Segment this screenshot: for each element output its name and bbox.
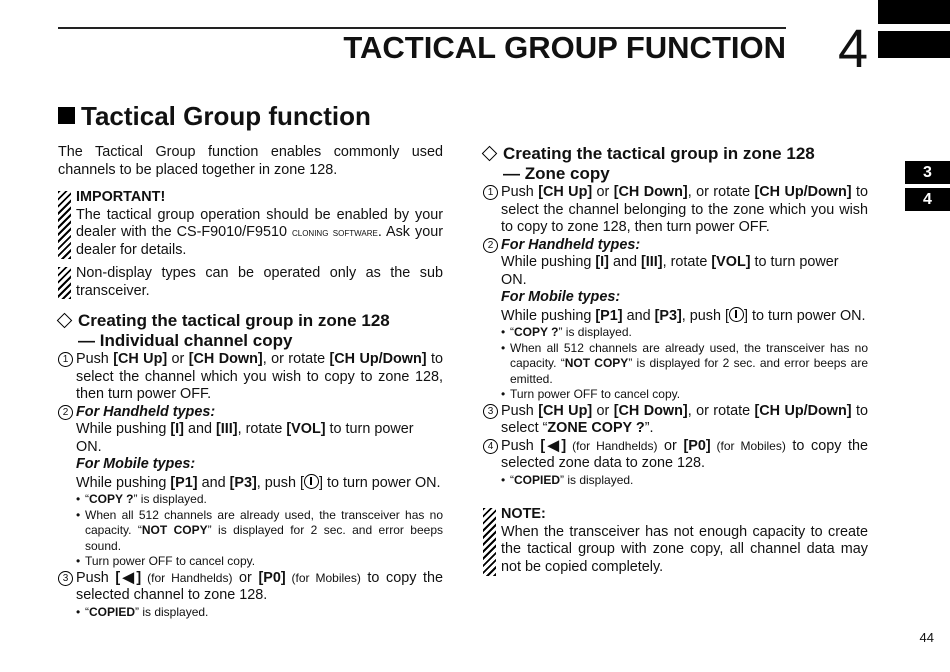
text-fragment: [◀]: [540, 437, 567, 454]
left-step-3: [58, 570, 443, 605]
text-fragment: , rotate: [237, 421, 287, 437]
cloning-software-text: cloning software: [291, 225, 378, 239]
text-block: [501, 289, 868, 307]
text-block: [76, 421, 443, 456]
text-fragment: or: [592, 184, 614, 200]
bullet-copied: [58, 605, 443, 621]
text-fragment: [P0]: [258, 569, 286, 586]
text-fragment: [P3]: [229, 474, 257, 491]
intro-paragraph: The Tactical Group function enables commonly used channels to be placed together in zone 128.: [58, 144, 443, 178]
text-fragment: [CH Up/Down]: [754, 402, 852, 419]
text-fragment: ” is displayed.: [135, 604, 209, 619]
text-block: [501, 254, 868, 289]
right-step-3: [483, 403, 868, 438]
step-number-1: 1: [58, 352, 73, 367]
black-square-icon: [58, 107, 75, 124]
text-fragment: or: [232, 569, 259, 586]
left-column: [58, 144, 443, 620]
side-tab-4[interactable]: 4: [905, 188, 950, 211]
zone-copy-note: [483, 506, 868, 576]
text-block: [501, 506, 868, 524]
right-step-2: [483, 237, 868, 326]
text-fragment: While pushing: [76, 421, 171, 437]
subsection-title-zone: [483, 144, 868, 184]
text-fragment: [P1]: [595, 307, 623, 324]
important-label: IMPORTANT!: [76, 189, 166, 205]
left-step-2: [58, 404, 443, 493]
text-fragment: [CH Up]: [538, 184, 593, 200]
step-number-4: 4: [483, 439, 498, 454]
text-block: [501, 237, 868, 255]
text-fragment: ZONE COPY ?: [547, 420, 645, 436]
step-number-2: 2: [483, 238, 498, 253]
text-fragment: “: [510, 325, 514, 339]
text-fragment: to turn power ON.: [501, 254, 839, 288]
text-fragment: NOT COPY: [141, 523, 208, 537]
step-number-3: 3: [58, 571, 73, 586]
text-fragment: Push: [501, 184, 539, 200]
text-fragment: , push [: [256, 474, 304, 491]
text-fragment: (for Handhelds): [566, 438, 658, 453]
right-step-4: [483, 438, 868, 473]
right-step-1: [483, 184, 868, 237]
text-fragment: [P0]: [683, 437, 711, 454]
text-fragment: While pushing: [76, 474, 171, 491]
text-block: [76, 404, 443, 422]
text-fragment: While pushing: [501, 254, 596, 270]
text-fragment: , or rotate: [262, 351, 330, 367]
note-label: NOTE:: [501, 506, 546, 522]
text-fragment: ” is displayed.: [133, 492, 207, 506]
text-fragment: Push: [501, 437, 541, 454]
text-block: [76, 404, 215, 420]
text-fragment: [VOL]: [711, 254, 751, 270]
important-text-end: . Ask your dealer for details.: [76, 224, 443, 258]
text-fragment: While pushing: [501, 307, 596, 324]
text-fragment: [III]: [216, 421, 238, 437]
left-step-1: [58, 351, 443, 404]
text-fragment: to select the channel belonging to the zone which you wish to copy to zone 128, then turn power OFF.: [501, 184, 868, 235]
text-block: [76, 189, 443, 207]
text-fragment: or: [657, 437, 684, 454]
hatch-icon: [483, 508, 496, 576]
text-fragment: and: [622, 307, 655, 324]
text-fragment: to turn power ON.: [76, 421, 414, 455]
bullet-no-capacity: [483, 341, 868, 388]
text-fragment: to copy the selected channel to zone 128.: [76, 569, 443, 603]
text-fragment: to select “: [501, 402, 868, 436]
note-text: When the transceiver has not enough capacity to create the tactical group with zone copy, all channel data may not be copied completely.: [501, 523, 868, 575]
text-fragment: [CH Down]: [613, 402, 688, 419]
subsection-title-line2: — Individual channel copy: [78, 331, 293, 350]
subsection-title-line1: Creating the tactical group in zone 128: [503, 144, 815, 163]
key-ch-down: [CH Down]: [188, 351, 263, 367]
text-fragment: Push: [76, 569, 116, 586]
bullet-copy-displayed: [483, 325, 868, 341]
step-number-3: 3: [483, 404, 498, 419]
text-block: [501, 307, 868, 326]
text-fragment: “: [85, 604, 89, 619]
text-fragment: ] to turn power ON.: [743, 307, 866, 324]
text-fragment: (for Mobiles): [285, 570, 361, 585]
text-fragment: When all 512 channels are already used, the transceiver has no capacity. “: [510, 340, 868, 370]
text-fragment: (for Mobiles): [710, 438, 786, 453]
handheld-label: For Handheld types:: [76, 403, 216, 420]
chapter-number: 4: [838, 19, 869, 79]
text-fragment: to select the channel which you wish to copy to zone 128, then turn power OFF.: [76, 351, 443, 402]
text-fragment: When all 512 channels are already used, the transceiver has no capacity. “: [85, 507, 443, 537]
diamond-icon: [482, 146, 498, 162]
text-fragment: [CH Up]: [538, 402, 593, 419]
text-fragment: “: [85, 492, 89, 506]
mobile-label: For Mobile types:: [501, 289, 621, 305]
important-text: The tactical group operation should be enabled by your dealer with the CS-F9010/F9510: [76, 206, 443, 240]
header-black-bar-bottom: [878, 31, 950, 58]
text-fragment: ” is displayed.: [560, 472, 634, 487]
side-tab-3[interactable]: 3: [905, 161, 950, 184]
text-fragment: or: [592, 402, 614, 419]
handheld-label: For Handheld types:: [501, 236, 641, 253]
text-fragment: “: [510, 472, 514, 487]
subsection-title-line2: — Zone copy: [503, 164, 610, 183]
bullet-copied: [483, 473, 868, 489]
important-note: [58, 189, 443, 259]
power-icon: [304, 474, 319, 489]
diamond-icon: [57, 313, 73, 329]
text-fragment: , push [: [681, 307, 729, 324]
header-black-bar-top: [878, 0, 950, 24]
text-fragment: [◀]: [115, 569, 142, 586]
text-fragment: ” is displayed.: [558, 325, 632, 339]
page-number: 44: [919, 630, 934, 645]
right-column: [483, 144, 868, 576]
hatch-icon: [58, 191, 71, 259]
text-block: [501, 289, 620, 305]
nondisplay-note: [58, 265, 443, 300]
text-fragment: COPIED: [514, 472, 561, 487]
bullet-cancel: • Turn power OFF to cancel copy.: [58, 554, 443, 570]
text-fragment: ” is displayed for 2 sec. and error beeps are emitted.: [510, 356, 869, 386]
text-fragment: (for Handhelds): [141, 570, 233, 585]
text-fragment: COPIED: [89, 604, 136, 619]
step-number-1: 1: [483, 185, 498, 200]
subsection-title-individual: [58, 311, 443, 351]
step-number-2: 2: [58, 405, 73, 420]
text-fragment: Push: [76, 351, 114, 367]
section-title-text: Tactical Group function: [81, 101, 371, 131]
nondisplay-text: Non-display types can be operated only as the sub transceiver.: [76, 265, 443, 299]
key-ch-up: [CH Up]: [113, 351, 168, 367]
key-ch-up-down: [CH Up/Down]: [329, 351, 427, 367]
text-block: [76, 456, 443, 474]
text-fragment: COPY ?: [514, 325, 559, 339]
text-fragment: , rotate: [662, 254, 712, 270]
text-block: [76, 456, 195, 472]
text-fragment: [P1]: [170, 474, 198, 491]
text-fragment: ” is displayed for 2 sec. and error beeps sound.: [85, 523, 443, 553]
section-title: [58, 101, 371, 132]
text-fragment: ”.: [644, 420, 654, 436]
bullet-no-capacity: [58, 508, 443, 555]
text-fragment: or: [167, 351, 189, 367]
hatch-icon: [58, 267, 71, 299]
text-fragment: [CH Up/Down]: [754, 184, 852, 200]
text-fragment: [I]: [595, 254, 609, 270]
header-rule: [58, 27, 786, 29]
text-fragment: NOT COPY: [564, 356, 629, 370]
text-fragment: , or rotate: [687, 184, 755, 200]
text-fragment: and: [608, 254, 641, 270]
text-fragment: [III]: [641, 254, 663, 270]
text-fragment: COPY ?: [89, 492, 134, 506]
text-fragment: , or rotate: [687, 402, 755, 419]
text-fragment: [P3]: [654, 307, 682, 324]
text-fragment: [VOL]: [286, 421, 326, 437]
text-block: [76, 207, 443, 260]
subsection-title-line1: Creating the tactical group in zone 128: [78, 311, 390, 330]
text-fragment: [CH Down]: [613, 184, 688, 200]
text-fragment: ] to turn power ON.: [318, 474, 441, 491]
text-fragment: and: [183, 421, 216, 437]
bullet-cancel: • Turn power OFF to cancel copy.: [483, 387, 868, 403]
text-fragment: to copy the selected zone data to zone 128.: [501, 437, 868, 471]
text-block: [76, 474, 443, 493]
power-icon: [729, 307, 744, 322]
text-block: [501, 237, 640, 253]
text-fragment: Push: [501, 402, 539, 419]
chapter-title: TACTICAL GROUP FUNCTION: [343, 30, 786, 65]
text-fragment: and: [197, 474, 230, 491]
text-fragment: [I]: [170, 421, 184, 437]
mobile-label: For Mobile types:: [76, 456, 196, 472]
bullet-copy-displayed: [58, 492, 443, 508]
